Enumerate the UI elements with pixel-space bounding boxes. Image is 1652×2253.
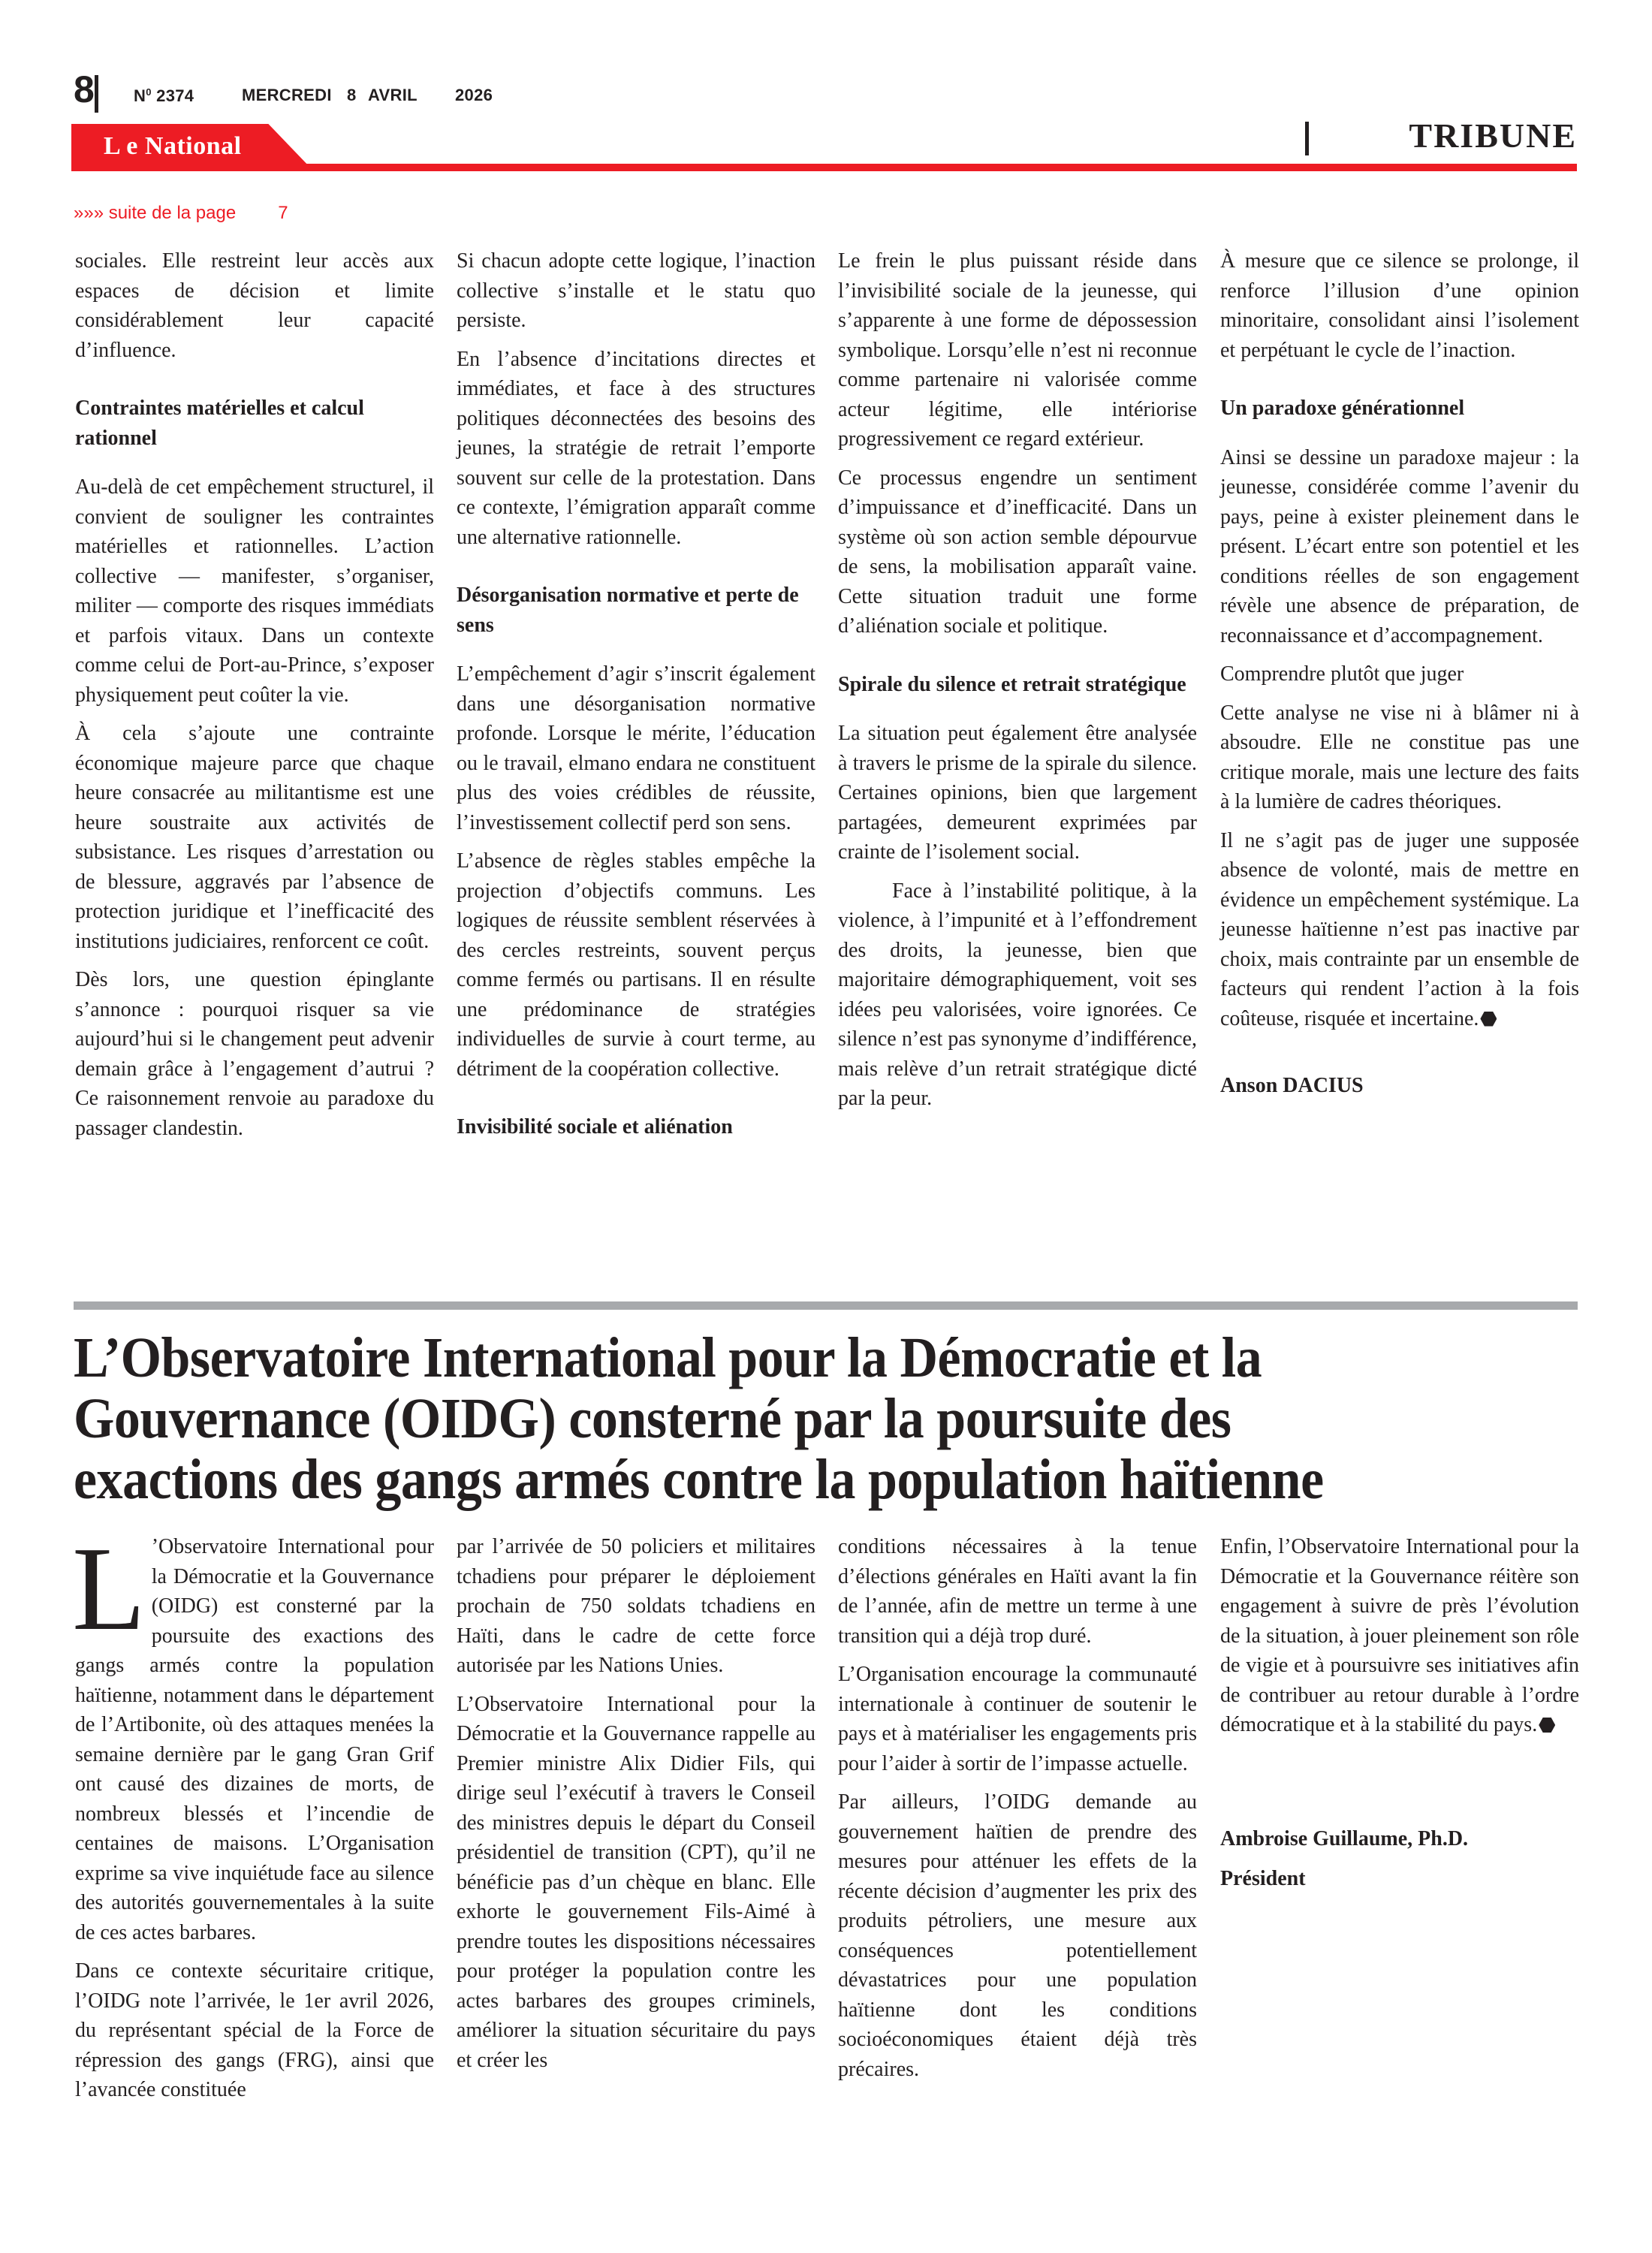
article2-column-2	[457, 1532, 815, 2084]
month: AVRIL	[368, 86, 418, 104]
subheading: Désorganisation normative et perte de sens	[457, 584, 799, 637]
continued-page: 7	[278, 203, 288, 223]
drop-cap: L	[72, 1522, 146, 1655]
issue-sup: 0	[146, 86, 152, 98]
subheading: Un paradoxe générationnel	[1220, 397, 1465, 420]
paragraph: Au-delà de cet empêchement structurel, il convient de souligner les contraintes matérielles et rationnelles. L’action collective — manifester, s’organiser, militer — comporte des risques immédiats et parfois vitaux. Dans un contexte comme celui de Port-au-Prince, s’exposer physiquement peut coûter la vie.	[75, 475, 434, 707]
paragraph: L’Organisation encourage la communauté internationale à continuer de soutenir le pays et à matérialiser les engagements pris pour l’aider à sortir de l’impasse actuelle.	[838, 1663, 1197, 1775]
paragraph: Ainsi se dessine un paradoxe majeur : la jeunesse, considérée comme l’avenir du pays, peine à exister pleinement dans le présent. L’écart entre son potentiel et les conditions réelles de son engagement révèle une absence de préparation, de reconnaissance et d’accompagnement.	[1220, 445, 1579, 647]
article-divider	[74, 1301, 1578, 1310]
paragraph: Dans ce contexte sécuritaire critique, l’OIDG note l’arrivée, le 1er avril 2026, du représentant spécial de la Force de répression des gangs (FRG), ainsi que l’avancée constituée	[75, 1959, 434, 2101]
paragraph: L’empêchement d’agir s’inscrit également dans une désorganisation normative profonde. Lorsque le mérite, l’éducation ou le travail, elmano endara ne constituent plus des voies crédibles de réussite, l’investissement collectif perd son sens.	[457, 662, 815, 834]
issue-number	[134, 87, 194, 104]
author-signature: Anson DACIUS	[1220, 1074, 1364, 1097]
paragraph: par l’arrivée de 50 policiers et militaires tchadiens pour préparer le déploiement prochain de 750 soldats tchadiens en Haïti, dans le cadre de cette force autorisée par les Nations Unies.	[457, 1535, 815, 1677]
paragraph: Par ailleurs, l’OIDG demande au gouvernement haïtien de prendre des mesures pour atténuer les effets de la récente décision d’augmenter les prix des produits pétroliers, une mesure aux conséquences potentiellement dévastatrices pour une population haïtienne dont les conditions socioéconomiques étaient déjà très précaires.	[838, 1790, 1197, 2081]
article1-column-2	[457, 246, 815, 1162]
paragraph: Enfin, l’Observatoire International pour la Démocratie et la Gouvernance réitère son engagement à suivre de près l’évolution de la situation, à jouer pleinement son rôle de vigie et à poursuivre ses initiatives afin de contribuer au retour durable à l’ordre démocratique et à la stabilité du pays.	[1220, 1535, 1579, 1736]
paragraph: sociales. Elle restreint leur accès aux espaces de décision et limite considérablement leur capacité d’influence.	[75, 249, 434, 362]
signature-spacer	[1220, 1749, 1579, 1824]
issue-prefix: N	[134, 86, 146, 105]
article1-column-4	[1220, 246, 1579, 1110]
paragraph: Si chacun adopte cette logique, l’inaction collective s’installe et le statu quo persiste.	[457, 249, 815, 332]
paragraph: Le frein le plus puissant réside dans l’invisibilité sociale de la jeunesse, qui s’apparente à une forme de dépossession symbolique. Lorsqu’elle n’est ni reconnue comme partenaire ni valorisée comme acteur légitime, elle intériorise progressivement ce regard extérieur.	[838, 249, 1197, 451]
paragraph: L ’Observatoire International pour la Démocratie et la Gouvernance (OIDG) est consterné par la poursuite des exactions des gangs armés contre la population haïtienne, notamment dans le département de l’Artibonite, où des attaques menées la semaine dernière par le gang Gran Grif ont causé des dizaines de morts, de nombreux blessés et l’incendie de centaines de maisons. L’Organisation exprime sa vive inquiétude face au silence des autorités gouvernementales à la suite de ces actes barbares.	[72, 1522, 434, 1944]
article2-column-3	[838, 1532, 1197, 2093]
day: 8	[347, 86, 357, 104]
weekday: MERCREDI	[242, 86, 332, 104]
paragraph: L’Observatoire International pour la Démocratie et la Gouvernance rappelle au Premier ministre Alix Didier Fils, qui dirige seul l’exécutif à travers le Conseil des ministres depuis le départ du Conseil présidentiel de transition (CPT), qu’il ne bénéficie pas d’un chèque en blanc. Elle exhorte le gouvernement Fils-Aimé à prendre toutes les dispositions nécessaires pour protéger la population contre les actes barbares des groupes criminels, améliorer la situation sécuritaire du pays et créer les	[457, 1692, 815, 2072]
article2-headline	[74, 1328, 1462, 1510]
paragraph: Ce processus engendre un sentiment d’impuissance et d’inefficacité. Dans un système où son action semble dépourvue de sens, la mobilisation apparaît vaine. Cette situation traduit une forme d’aliénation sociale et politique.	[838, 466, 1197, 638]
page-number-divider	[95, 75, 98, 113]
paragraph: Dès lors, une question épinglante s’annonce : pourquoi risquer sa vie aujourd’hui si le changement peut advenir demain grâce à l’engagement d’autrui ? Ce raisonnement renvoie au paradoxe du passager clandestin.	[75, 968, 434, 1140]
subheading: Spirale du silence et retrait stratégique	[838, 672, 1186, 696]
article1-column-3	[838, 246, 1197, 1123]
brand-logo: L e National	[104, 132, 242, 160]
end-of-article-icon	[1480, 1012, 1497, 1027]
article2-column-1	[72, 1522, 434, 2114]
paragraph: conditions nécessaires à la tenue d’élections générales en Haïti avant la fin de l’année, afin de mettre un terme à une transition qui a déjà trop duré.	[838, 1535, 1197, 1648]
headline-line: Gouvernance (OIDG) consterné par la poursuite des	[74, 1387, 1231, 1450]
author-name: Ambroise Guillaume, Ph.D.	[1220, 1826, 1469, 1850]
subheading: Invisibilité sociale et aliénation	[457, 1115, 733, 1139]
end-of-article-icon	[1539, 1718, 1555, 1733]
headline-line: exactions des gangs armés contre la population haïtienne	[74, 1448, 1324, 1511]
year: 2026	[455, 86, 493, 104]
continued-label: »»» suite de la page	[74, 203, 237, 223]
paragraph: La situation peut également être analysée à travers le prisme de la spirale du silence. Certaines opinions, bien que largement partagées, demeurent exprimées par crainte de l’isolement social.	[838, 722, 1197, 864]
paragraph: À mesure que ce silence se prolonge, il renforce l’illusion d’une opinion minoritaire, consolidant ainsi l’isolement et perpétuant le cycle de l’inaction.	[1220, 249, 1579, 362]
paragraph: Il ne s’agit pas de juger une supposée absence de volonté, mais de mettre en évidence un empêchement systémique. La jeunesse haïtienne n’est pas inactive par choix, mais contrainte par un ensemble de facteurs qui rendent l’action à la fois coûteuse, risquée et incertaine.	[1220, 828, 1579, 1030]
paragraph: Face à l’instabilité politique, à la violence, à l’impunité et à l’effondrement des droits, la jeunesse, bien que majoritaire démographiquement, voit ses idées peu valorisées, voire ignorées. Ce silence n’est pas synonyme d’indifférence, mais relève d’un retrait stratégique dicté par la peur.	[838, 879, 1197, 1110]
paragraph: Comprendre plutôt que juger	[1220, 662, 1464, 686]
author-title: Président	[1220, 1867, 1306, 1890]
paragraph: À cela s’ajoute une contrainte économique majeure parce que chaque heure consacrée au militantisme est une heure soustraite aux activités de subsistance. Les risques d’arrestation ou de blessure, aggravés par l’absence de protection juridique et l’inefficacité des institutions judiciaires, renforcent ce coût.	[75, 722, 434, 953]
subheading: Contraintes matérielles et calcul rationnel	[75, 397, 364, 450]
article2-column-4	[1220, 1532, 1579, 1905]
paragraph: L’absence de règles stables empêche la projection d’objectifs communs. Les logiques de réussite semblent réservées à des cercles restreints, souvent perçus comme fermés ou partisans. Il en résulte une prédominance de stratégies individuelles de survie à court terme, au détriment de la coopération collective.	[457, 849, 815, 1081]
page-number: 8	[74, 68, 95, 110]
continued-from[interactable]	[74, 204, 288, 222]
headline-line: L’Observatoire International pour la Démocratie et la	[74, 1326, 1262, 1389]
issue-value: 2374	[156, 86, 194, 105]
paragraph: Cette analyse ne vise ni à blâmer ni à absoudre. Elle ne constitue pas une critique morale, mais une lecture des faits à la lumière de cadres théoriques.	[1220, 701, 1579, 813]
paragraph: En l’absence d’incitations directes et immédiates, et face à des structures politiques déconnectées des besoins des jeunes, la stratégie de retrait l’emporte souvent sur celle de la protestation. Dans ce contexte, l’émigration apparaît comme une alternative rationnelle.	[457, 347, 815, 549]
section-divider	[1305, 122, 1309, 155]
section-title: TRIBUNE	[1409, 116, 1577, 155]
article1-column-1	[75, 246, 434, 1152]
